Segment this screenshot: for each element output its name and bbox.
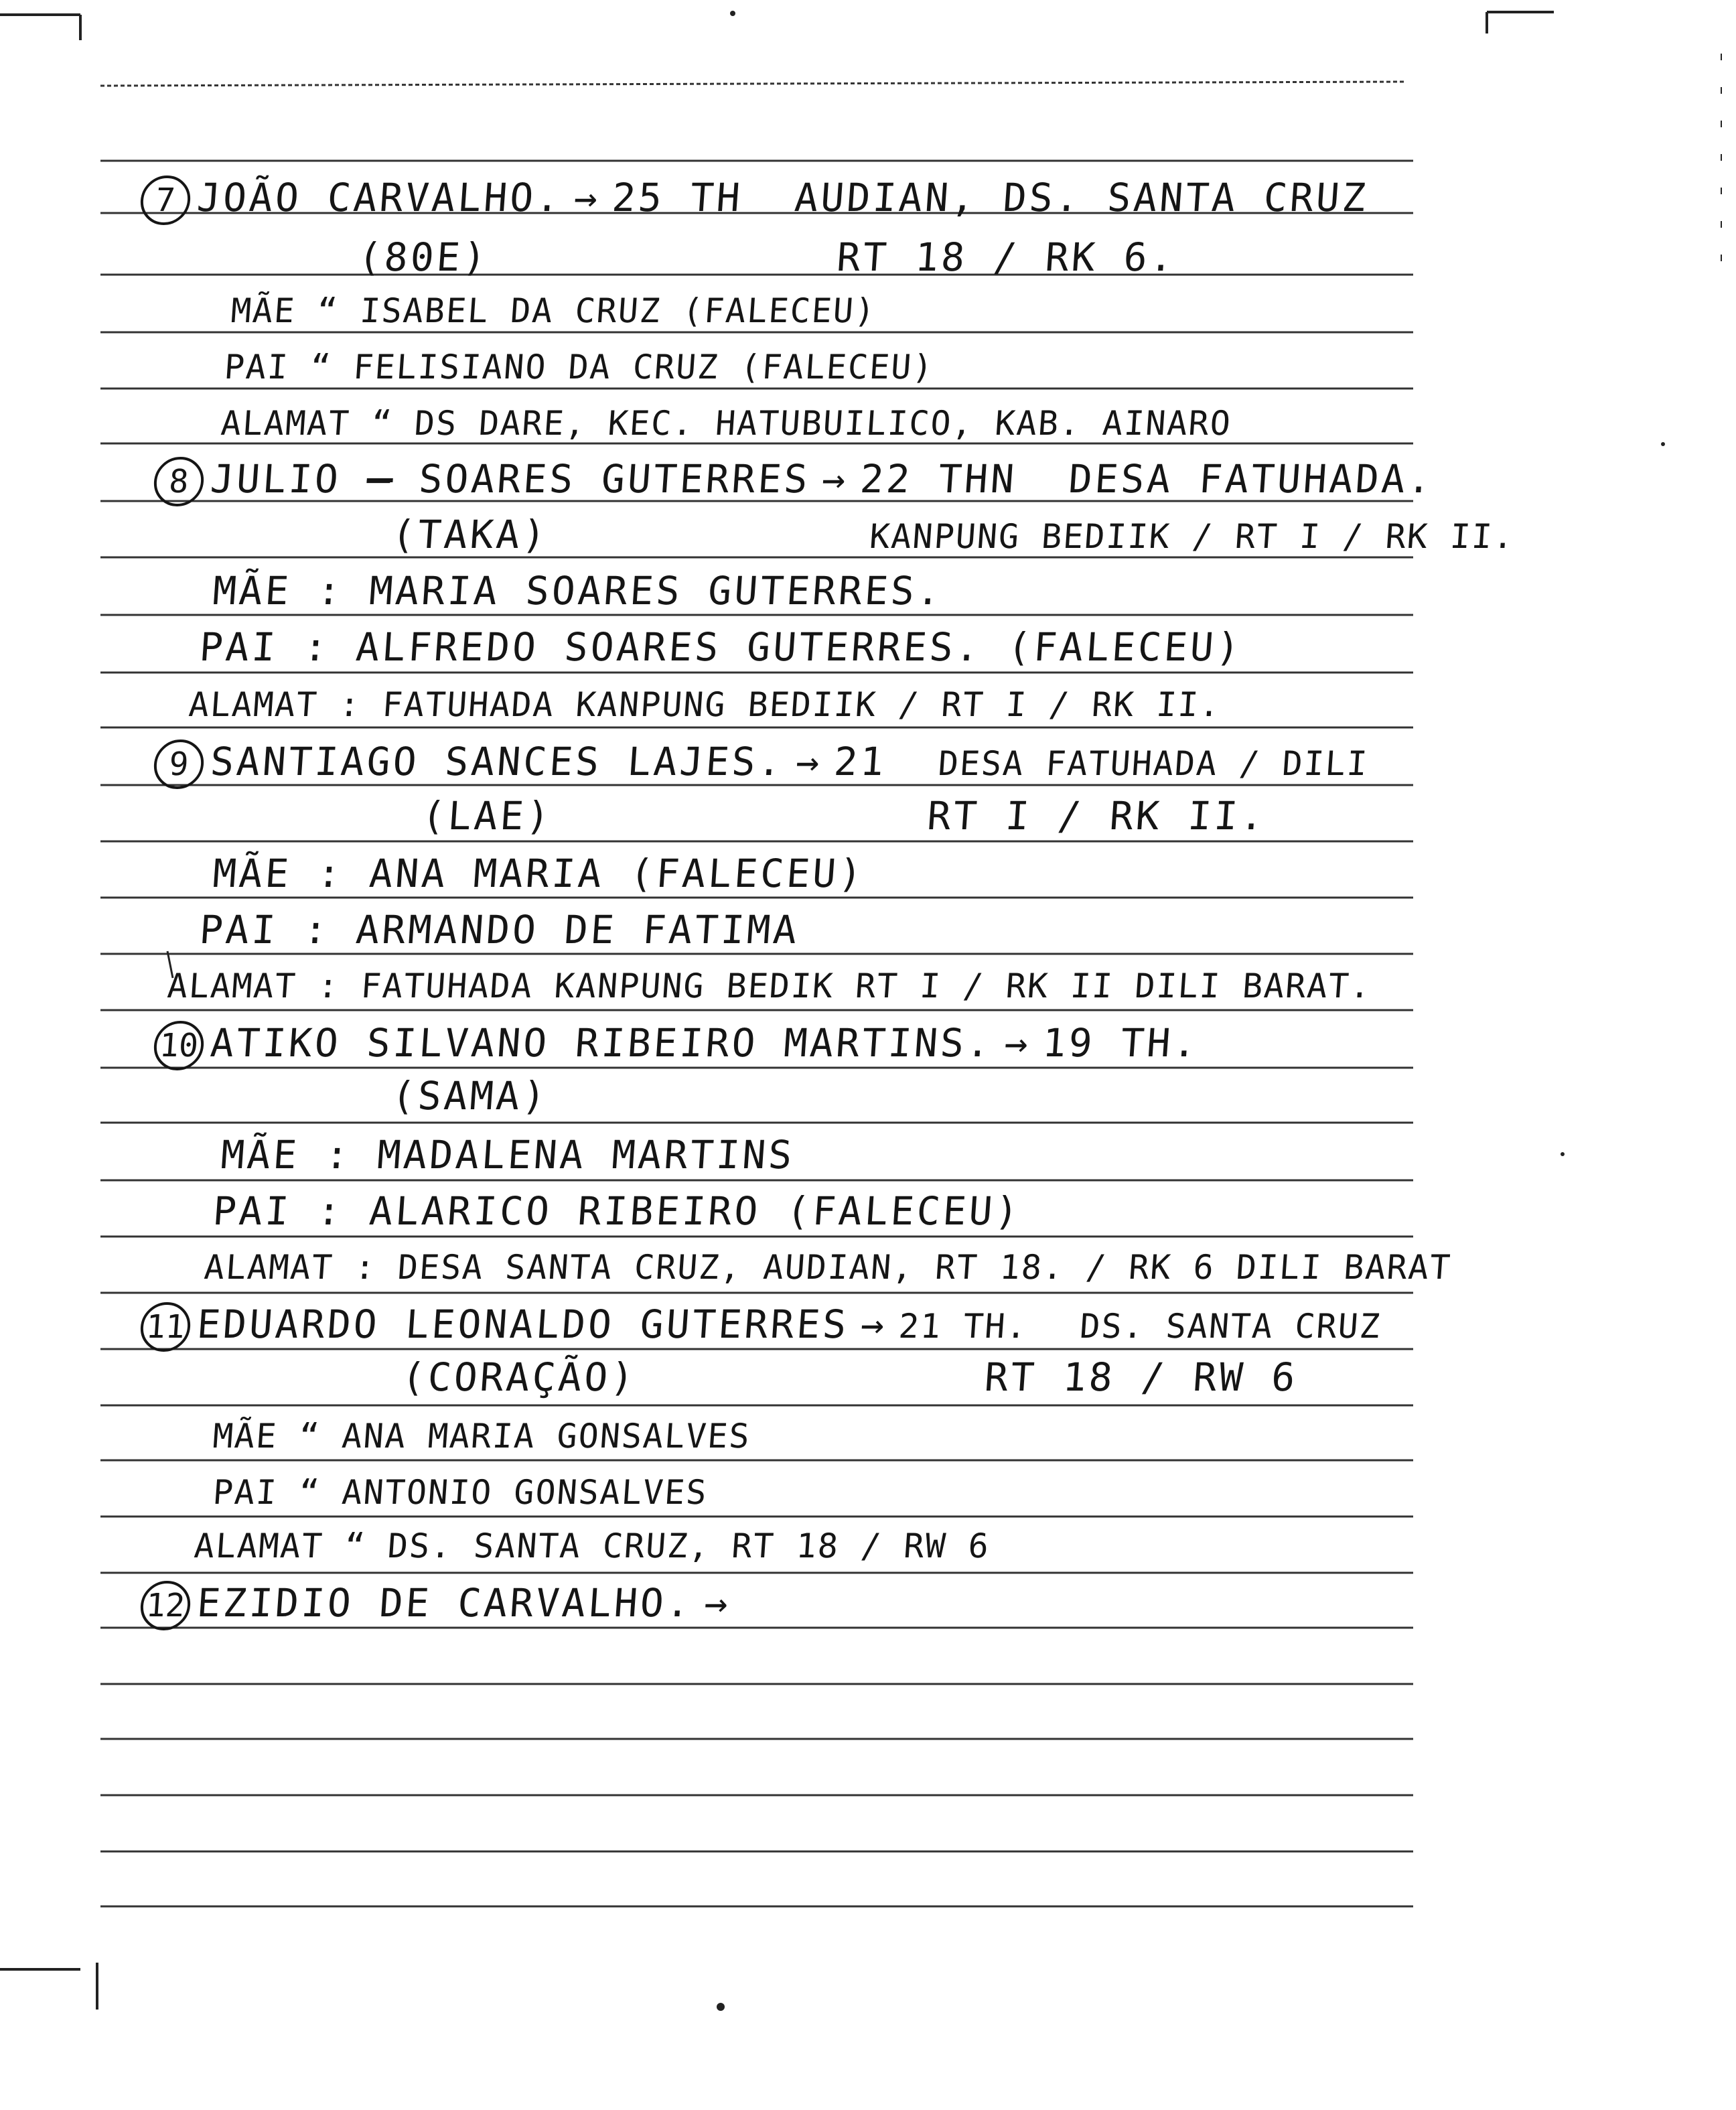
entry-7-mae: MÃE “ ISABEL DA CRUZ (FALECEU) (229, 291, 878, 330)
entry-alias: (SAMA) (390, 1073, 550, 1119)
entry-9-pai: PAI : ARMANDO DE FATIMA (198, 907, 801, 953)
entry-9-mae: MÃE : ANA MARIA (FALECEU) (211, 851, 867, 896)
struck-text: — (365, 456, 395, 502)
entry-address-line1: DESA FATUHADA. (1067, 456, 1435, 502)
entry-7-alamat: ALAMAT “ DS DARE, KEC. HATUBUILICO, KAB. AINARO (219, 404, 1233, 443)
entry-7-pai: PAI “ FELISIANO DA CRUZ (FALECEU) (222, 348, 936, 386)
entry-address-line2: RT I / RK II. (926, 793, 1268, 839)
arrow-icon: → (1003, 1020, 1033, 1066)
entry-10-alamat: ALAMAT : DESA SANTA CRUZ, AUDIAN, RT 18. / RK 6 DILI BARAT (202, 1248, 1453, 1287)
entry-11-pai: PAI “ ANTONIO GONSALVES (211, 1473, 709, 1512)
entry-alias: (TAKA) (390, 512, 550, 557)
entry-alias: (LAE) (420, 793, 554, 839)
entry-name: SANTIAGO SANCES LAJES. (208, 739, 786, 784)
entry-8-mae: MÃE : MARIA SOARES GUTERRES. (211, 568, 945, 614)
entry-11-line1 (139, 1302, 1382, 1352)
entry-number: 8 (152, 457, 205, 506)
entry-10-line2 (390, 1074, 550, 1117)
entry-11-line2 (401, 1356, 1299, 1399)
entry-9-alamat: ALAMAT : FATUHADA KANPUNG BEDIK RT I / RK II DILI BARAT. (165, 967, 1373, 1005)
scan-speck (730, 11, 735, 16)
entry-address-line2: RT 18 / RW 6 (983, 1354, 1299, 1400)
entry-number: 10 (152, 1021, 205, 1070)
entry-9-line1 (152, 740, 1370, 789)
entry-alias: (80E) (356, 234, 490, 280)
entry-8-pai: PAI : ALFREDO SOARES GUTERRES. (FALECEU) (198, 624, 1244, 670)
entry-name: JULIO (208, 456, 343, 502)
entry-name: EDUARDO LEONALDO GUTERRES (195, 1302, 851, 1347)
entry-name: EZIDIO DE CARVALHO. (195, 1580, 695, 1626)
entry-12-line1 (139, 1581, 744, 1630)
entry-10-pai: PAI : ALARICO RIBEIRO (FALECEU) (211, 1188, 1023, 1234)
entry-number: 7 (139, 175, 192, 225)
entry-address-line1: DS. SANTA CRUZ (1078, 1307, 1382, 1346)
entry-number: 9 (152, 740, 205, 789)
entry-8-line2 (390, 513, 1516, 558)
entry-address-line1: AUDIAN, DS. SANTA CRUZ (793, 175, 1370, 220)
arrow-icon: → (820, 456, 850, 502)
entry-age: 25 TH (610, 175, 745, 220)
entry-address-line1: DESA FATUHADA / DILI (936, 744, 1370, 783)
entry-age: 22 THN (858, 456, 1019, 502)
arrow-icon: → (703, 1580, 733, 1626)
entry-address-line2: KANPUNG BEDIIK / RT I / RK II. (868, 517, 1516, 556)
entry-number: 11 (139, 1302, 192, 1352)
entry-7-line2 (357, 236, 1177, 279)
entry-8-line1 (152, 457, 1435, 506)
entry-8-alamat: ALAMAT : FATUHADA KANPUNG BEDIIK / RT I / RK II. (187, 685, 1222, 724)
entry-10-mae: MÃE : MADALENA MARTINS (219, 1132, 796, 1178)
arrow-icon: → (572, 175, 602, 220)
entry-age: 21 TH. (897, 1307, 1029, 1346)
arrow-icon: → (794, 739, 824, 784)
entry-name-rest: SOARES GUTERRES (417, 456, 812, 502)
scan-speck (717, 2003, 725, 2011)
entry-name: ATIKO SILVANO RIBEIRO MARTINS. (208, 1020, 995, 1066)
entry-address-line2: RT 18 / RK 6. (835, 234, 1177, 280)
entry-10-line1 (152, 1021, 1200, 1070)
entry-9-line2 (421, 794, 1268, 837)
entry-alias: (CORAÇÃO) (400, 1354, 638, 1400)
scan-speck (1661, 442, 1665, 446)
arrow-icon: → (859, 1302, 889, 1347)
entry-11-alamat: ALAMAT “ DS. SANTA CRUZ, RT 18 / RW 6 (192, 1527, 991, 1565)
scan-speck (1561, 1152, 1565, 1156)
entry-age: 21 (833, 739, 888, 784)
entry-11-mae: MÃE “ ANA MARIA GONSALVES (211, 1417, 752, 1456)
entry-name: JOÃO CARVALHO. (195, 175, 564, 220)
entry-7-line1 (139, 175, 1370, 225)
entry-number: 12 (139, 1581, 192, 1630)
entry-age: 19 TH. (1041, 1020, 1201, 1066)
